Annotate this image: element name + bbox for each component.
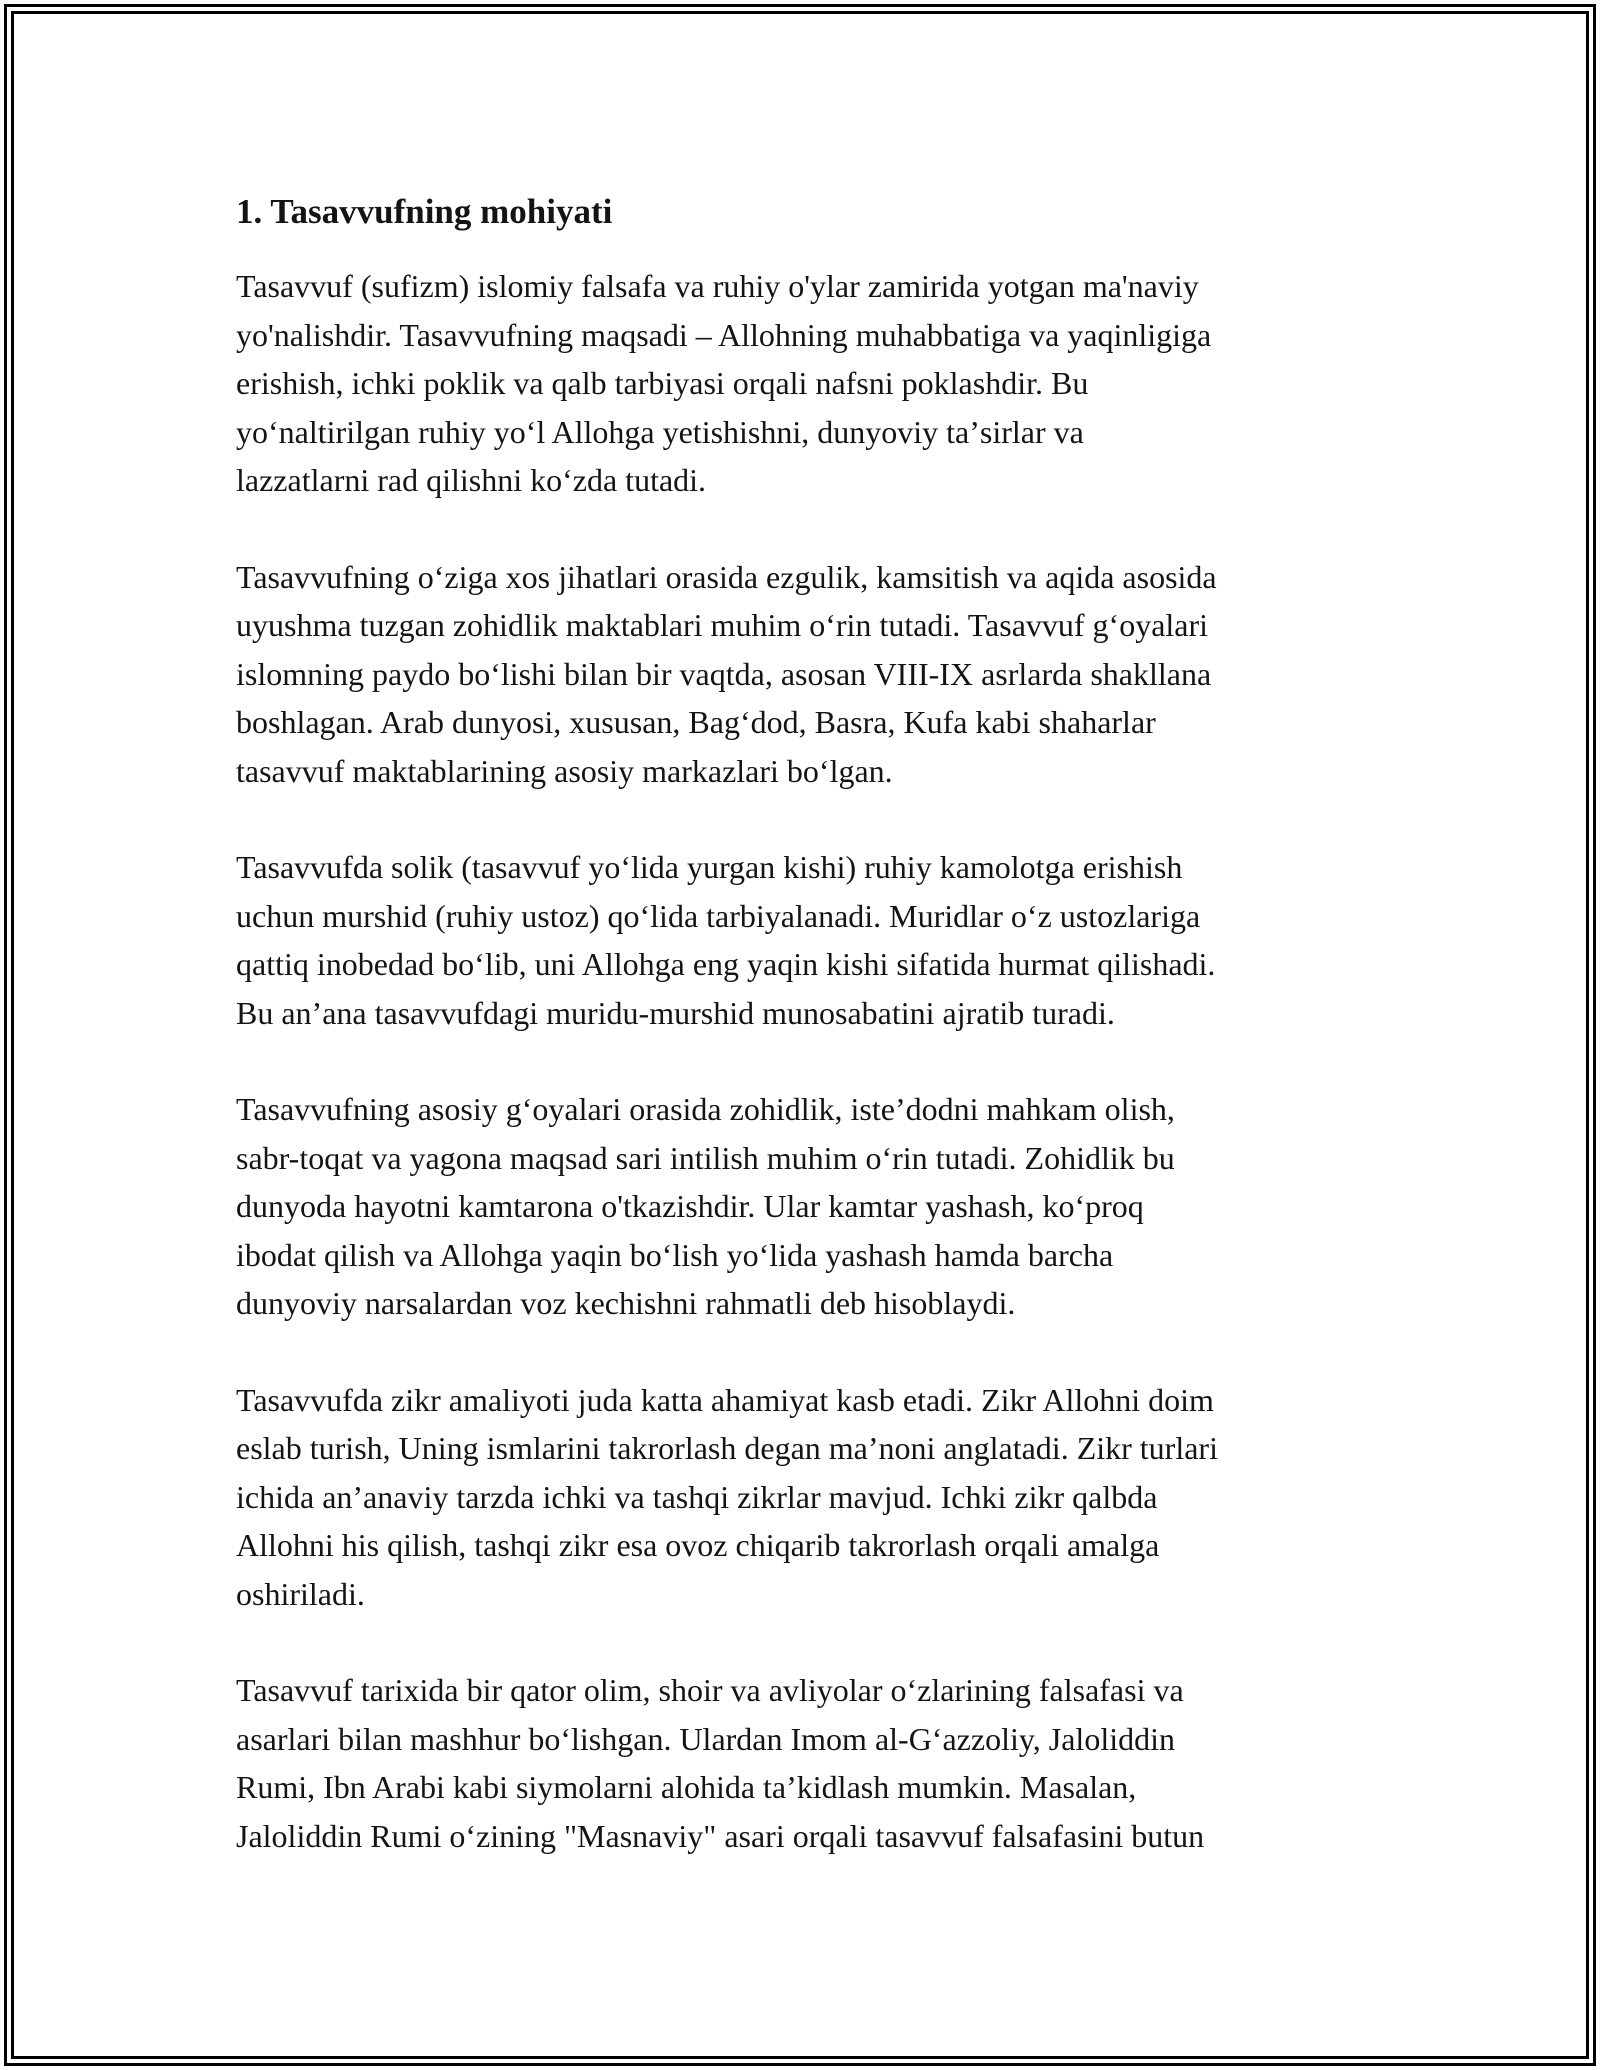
paragraph-line: Tasavvufda zikr amaliyoti juda katta ahamiyat kasb etadi. Zikr Allohni doim [236, 1381, 1214, 1418]
paragraph-line: tasavvuf maktablarining asosiy markazlari boʻlgan. [236, 752, 893, 789]
paragraph-line: dunyoda hayotni kamtarona o'tkazishdir. Ular kamtar yashash, koʻproq [236, 1188, 1144, 1224]
paragraph-line: Tasavvuf tarixida bir qator olim, shoir va avliyolar oʻzlarining falsafasi va [236, 1672, 1184, 1708]
paragraph-line: ibodat qilish va Allohga yaqin boʻlish yoʻlida yashash hamda barcha [236, 1236, 1114, 1273]
paragraph-line: yo'nalishdir. Tasavvufning maqsadi – Allohning muhabbatiga va yaqinligiga [236, 316, 1212, 353]
paragraph-line: oshiriladi. [236, 1575, 365, 1612]
paragraph-line: boshlagan. Arab dunyosi, xususan, Bagʻdod, Basra, Kufa kabi shaharlar [236, 704, 1156, 740]
paragraph-line: erishish, ichki poklik va qalb tarbiyasi orqali nafsni poklashdir. Bu [236, 365, 1089, 401]
paragraph-4 [236, 1085, 1366, 1328]
paragraph-line: Tasavvuf (sufizm) islomiy falsafa va ruhiy o'ylar zamirida yotgan ma'naviy [236, 268, 1199, 304]
paragraph-line: uyushma tuzgan zohidlik maktablari muhim oʻrin tutadi. Tasavvuf gʻoyalari [236, 607, 1209, 643]
paragraph-list [236, 262, 1366, 1860]
paragraph-line: Jaloliddin Rumi oʻzining "Masnaviy" asari orqali tasavvuf falsafasini butun [236, 1817, 1205, 1854]
paragraph-line: islomning paydo boʻlishi bilan bir vaqtda, asosan VIII-IX asrlarda shakllana [236, 655, 1212, 692]
paragraph-line: qattiq inobedad boʻlib, uni Allohga eng yaqin kishi sifatida hurmat qilishadi. [236, 946, 1216, 982]
paragraph-line: Allohni his qilish, tashqi zikr esa ovoz chiqarib takrorlash orqali amalga [236, 1527, 1160, 1563]
paragraph-line: Tasavvufda solik (tasavvuf yoʻlida yurgan kishi) ruhiy kamolotga erishish [236, 849, 1183, 885]
section-title: 1. Tasavvufning mohiyati [236, 192, 613, 231]
paragraph-line: Tasavvufning oʻziga xos jihatlari orasida ezgulik, kamsitish va aqida asosida [236, 558, 1217, 595]
paragraph-line: ichida anʼanaviy tarzda ichki va tashqi zikrlar mavjud. Ichki zikr qalbda [236, 1478, 1158, 1515]
paragraph-line: Bu anʼana tasavvufdagi muridu-murshid munosabatini ajratib turadi. [236, 994, 1115, 1031]
document-body [236, 188, 1366, 1908]
paragraph-5 [236, 1376, 1366, 1619]
paragraph-line: Tasavvufning asosiy gʻoyalari orasida zohidlik, isteʼdodni mahkam olish, [236, 1091, 1175, 1127]
paragraph-2 [236, 553, 1366, 796]
paragraph-line: asarlari bilan mashhur boʻlishgan. Ulardan Imom al-Gʻazzoliy, Jaloliddin [236, 1720, 1175, 1757]
paragraph-line: lazzatlarni rad qilishni koʻzda tutadi. [236, 462, 707, 498]
paragraph-line: dunyoviy narsalardan voz kechishni rahmatli deb hisoblaydi. [236, 1285, 1016, 1321]
paragraph-line: yoʻnaltirilgan ruhiy yoʻl Allohga yetishishni, dunyoviy taʼsirlar va [236, 413, 1084, 450]
paragraph-1 [236, 262, 1366, 505]
paragraph-line: sabr-toqat va yagona maqsad sari intilish muhim oʻrin tutadi. Zohidlik bu [236, 1139, 1175, 1176]
paragraph-line: Rumi, Ibn Arabi kabi siymolarni alohida taʼkidlash mumkin. Masalan, [236, 1769, 1137, 1805]
paragraph-6 [236, 1666, 1366, 1860]
paragraph-line: eslab turish, Uning ismlarini takrorlash degan maʼnoni anglatadi. Zikr turlari [236, 1430, 1218, 1466]
paragraph-line: uchun murshid (ruhiy ustoz) qoʻlida tarbiyalanadi. Muridlar oʻz ustozlariga [236, 897, 1201, 934]
paragraph-3 [236, 843, 1366, 1037]
